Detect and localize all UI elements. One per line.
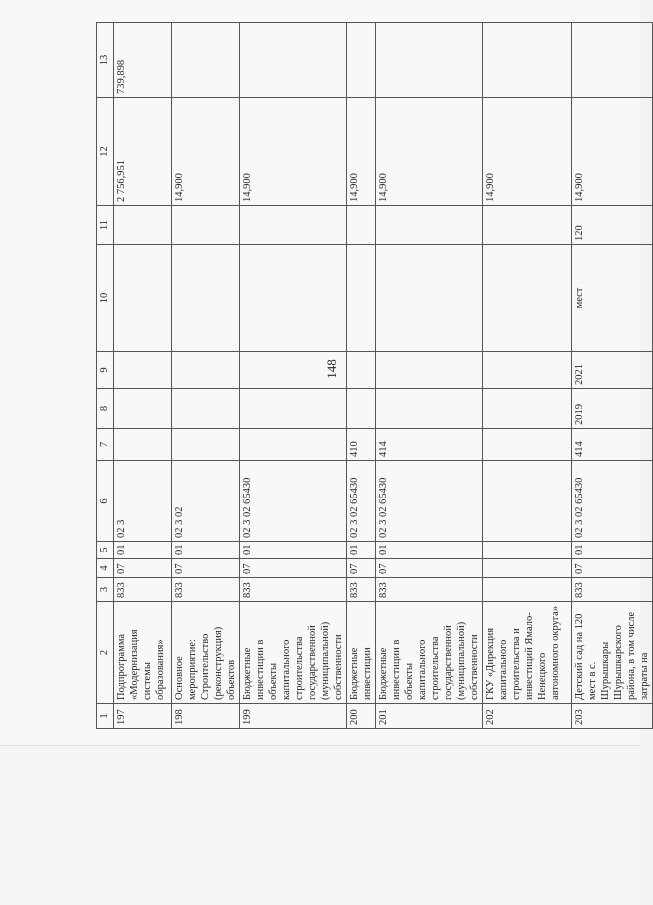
row-number: 202: [483, 704, 572, 729]
unit-cell: [376, 245, 483, 352]
unit-cell: мест: [572, 245, 653, 352]
expense-type-cell: [240, 429, 347, 461]
unit-cell: [347, 245, 376, 352]
amount-2-cell: 739,898: [114, 23, 172, 98]
target-article-cell: 02 3 02 65430: [347, 461, 376, 542]
header-cell: 2: [97, 602, 114, 704]
capacity-cell: [240, 206, 347, 245]
header-cell: 13: [97, 23, 114, 98]
budget-table: [96, 22, 653, 729]
row-number: 198: [172, 704, 240, 729]
amount-2-cell: [483, 23, 572, 98]
section-cell: 07: [172, 559, 240, 578]
code-cell: [483, 578, 572, 602]
section-cell: 07: [240, 559, 347, 578]
section-cell: [483, 559, 572, 578]
table-row: [483, 23, 572, 729]
unit-cell: [483, 245, 572, 352]
section-cell: 07: [572, 559, 653, 578]
name-cell: Подпрограмма «Модернизация системы образования»: [114, 602, 172, 704]
end-year-cell: [376, 352, 483, 389]
row-number: 201: [376, 704, 483, 729]
amount-cell: 14,900: [483, 98, 572, 206]
name-cell: Основное мероприятие: Строительство (реконструкция) объектов: [172, 602, 240, 704]
start-year-cell: [172, 389, 240, 429]
row-number: 199: [240, 704, 347, 729]
start-year-cell: [376, 389, 483, 429]
amount-cell: 2 756,951: [114, 98, 172, 206]
header-cell: 4: [97, 559, 114, 578]
header-cell: 3: [97, 578, 114, 602]
amount-2-cell: [347, 23, 376, 98]
header-cell: 8: [97, 389, 114, 429]
subsection-cell: 01: [347, 542, 376, 559]
expense-type-cell: [114, 429, 172, 461]
code-cell: 833: [376, 578, 483, 602]
header-cell: 1: [97, 704, 114, 729]
header-cell: 7: [97, 429, 114, 461]
subsection-cell: [483, 542, 572, 559]
start-year-cell: [347, 389, 376, 429]
start-year-cell: 2019: [572, 389, 653, 429]
end-year-cell: [483, 352, 572, 389]
row-number: 200: [347, 704, 376, 729]
amount-cell: 14,900: [240, 98, 347, 206]
target-article-cell: 02 3 02 65430: [572, 461, 653, 542]
name-cell: Бюджетные инвестиции в объекты капитального строительства государственной (муниципальной) собственности: [240, 602, 347, 704]
table-row: [172, 23, 240, 729]
name-cell: Детский сад на 120 мест в с. Шурышкары Шурышкарского района, в том числе затраты на: [572, 602, 653, 704]
expense-type-cell: 410: [347, 429, 376, 461]
table-row: [572, 23, 653, 729]
expense-type-cell: [483, 429, 572, 461]
header-cell: 12: [97, 98, 114, 206]
end-year-cell: [114, 352, 172, 389]
code-cell: 833: [572, 578, 653, 602]
target-article-cell: 02 3: [114, 461, 172, 542]
header-cell: 9: [97, 352, 114, 389]
expense-type-cell: [172, 429, 240, 461]
subsection-cell: 01: [572, 542, 653, 559]
table-row: [114, 23, 172, 729]
target-article-cell: 02 3 02: [172, 461, 240, 542]
end-year-cell: [172, 352, 240, 389]
table-row: [347, 23, 376, 729]
amount-cell: 14,900: [347, 98, 376, 206]
rotated-table-container: [96, 23, 650, 729]
target-article-cell: 02 3 02 65430: [376, 461, 483, 542]
section-cell: 07: [114, 559, 172, 578]
table-row: [376, 23, 483, 729]
amount-2-cell: [376, 23, 483, 98]
capacity-cell: [483, 206, 572, 245]
section-cell: 07: [347, 559, 376, 578]
end-year-cell: 2021: [572, 352, 653, 389]
code-cell: 833: [240, 578, 347, 602]
target-article-cell: [483, 461, 572, 542]
expense-type-cell: 414: [376, 429, 483, 461]
start-year-cell: [114, 389, 172, 429]
subsection-cell: 01: [240, 542, 347, 559]
capacity-cell: [172, 206, 240, 245]
amount-2-cell: [172, 23, 240, 98]
table-row: [240, 23, 347, 729]
name-cell: Бюджетные инвестиции: [347, 602, 376, 704]
code-cell: 833: [172, 578, 240, 602]
name-cell: ГКУ «Дирекция капитального строительства и инвестиций Ямало-Ненецкого автономного округа»: [483, 602, 572, 704]
capacity-cell: 120: [572, 206, 653, 245]
header-cell: 6: [97, 461, 114, 542]
amount-cell: 14,900: [572, 98, 653, 206]
code-cell: 833: [114, 578, 172, 602]
start-year-cell: [483, 389, 572, 429]
start-year-cell: [240, 389, 347, 429]
subsection-cell: 01: [376, 542, 483, 559]
row-number: 197: [114, 704, 172, 729]
target-article-cell: 02 3 02 65430: [240, 461, 347, 542]
name-cell: Бюджетные инвестиции в объекты капитального строительства государственной (муниципальной) собственности: [376, 602, 483, 704]
capacity-cell: [347, 206, 376, 245]
amount-cell: 14,900: [376, 98, 483, 206]
end-year-cell: [240, 352, 347, 389]
amount-2-cell: [572, 23, 653, 98]
capacity-cell: [376, 206, 483, 245]
end-year-cell: [347, 352, 376, 389]
subsection-cell: 01: [172, 542, 240, 559]
header-cell: 5: [97, 542, 114, 559]
unit-cell: [240, 245, 347, 352]
header-cell: 10: [97, 245, 114, 352]
capacity-cell: [114, 206, 172, 245]
amount-2-cell: [240, 23, 347, 98]
header-cell: 11: [97, 206, 114, 245]
section-cell: 07: [376, 559, 483, 578]
unit-cell: [172, 245, 240, 352]
code-cell: 833: [347, 578, 376, 602]
amount-cell: 14,900: [172, 98, 240, 206]
row-number: 203: [572, 704, 653, 729]
unit-cell: [114, 245, 172, 352]
header-row: [97, 23, 114, 729]
expense-type-cell: 414: [572, 429, 653, 461]
page-number: 148: [324, 359, 339, 379]
subsection-cell: 01: [114, 542, 172, 559]
